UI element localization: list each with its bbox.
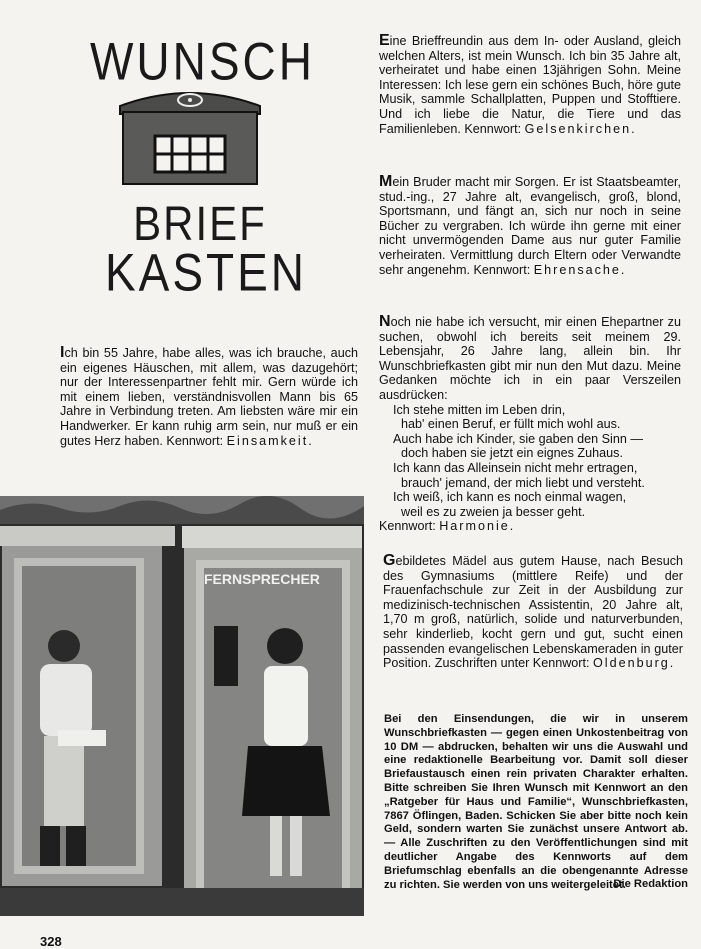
- drop-initial: N: [379, 313, 391, 330]
- poem-line: brauch' jemand, der mich liebt und versteht.: [401, 475, 645, 490]
- keyword: Einsamkeit.: [226, 433, 314, 448]
- poem-line: hab' einen Beruf, er füllt mich wohl aus.: [401, 417, 621, 432]
- poem-line: weil es zu zweien ja besser geht.: [401, 504, 586, 519]
- letter-ehrensache: [379, 175, 681, 277]
- booth-sign: FERNSPRECHER: [204, 571, 320, 587]
- letter-harmonie: [379, 315, 681, 534]
- title-kasten: KASTEN: [104, 242, 308, 302]
- letter-body: ine Brieffreundin aus dem In- oder Ausland, gleich welchen Alters, ist mein Wunsch. Ich bin 35 Jahre alt, verheiratet und habe einen 13jährigen Sohn. Meine Interessen: Ich lese gern ein schönes Buch, höre gute Musik, sammle Schallplatten, Puppen und Stofftiere. Und ich liebe die Natur, die Tiere und das Familienleben. Kennwort:: [379, 34, 681, 136]
- phone-booth-photo: [0, 496, 364, 916]
- letter-body: ein Bruder macht mir Sorgen. Er ist Staatsbeamter, stud.-ing., 27 Jahre alt, evangelisch, groß, blond, Sportsmann, und fängt an, sich nur noch in seine Bücher zu vergraben. Ich würde ihn gerne mit einer nicht unvermögenden Dame aus nur guter Familie verheiraten. Vermittlung durch Eltern oder Verwandte sehr angenehm. Kennwort:: [379, 175, 681, 277]
- editorial-notice: [384, 713, 688, 892]
- drop-initial: G: [383, 552, 396, 569]
- page-number: 328: [40, 934, 62, 949]
- drop-initial: I: [60, 344, 65, 361]
- wunschbriefkasten-logo: [90, 30, 330, 300]
- keyword: Harmonie.: [439, 519, 516, 534]
- mailbox-icon: [115, 86, 265, 186]
- poem-line: Ich kann das Alleinsein nicht mehr ertragen,: [393, 460, 638, 475]
- closing-label: Kennwort:: [379, 519, 436, 534]
- poem-line: doch haben sie jetzt ein eignes Zuhaus.: [401, 446, 623, 461]
- poem-line: Ich stehe mitten im Leben drin,: [393, 402, 566, 417]
- poem-line: Auch habe ich Kinder, sie gaben den Sinn —: [393, 431, 643, 446]
- letter-body: och nie habe ich versucht, mir einen Ehepartner zu suchen, obwohl ich bereits seit meinem 29. Lebensjahr, 26 Jahre lang, allein bin. Ihr Wunschbriefkasten gibt mir nun den Mut dazu. Meine Gedanken möchte ich in ein paar Verszeilen ausdrücken:: [379, 315, 681, 402]
- letter-oldenburg: [383, 554, 683, 671]
- drop-initial: M: [379, 173, 393, 190]
- keyword: Oldenburg.: [593, 656, 676, 671]
- letter-body: ebildetes Mädel aus gutem Hause, nach Besuch des Gymnasiums (mittlere Reife) und der Frauenfachschule zur Zeit in der Ausbildung zur medizinisch-technischen Assistentin, 20 Jahre alt, 1,70 m groß, natürlich, solide und naturverbunden, sehr kinderlieb, kocht gern und gut, sucht einen passenden evangelischen Lebenskameraden in guter Position. Zuschriften unter Kennwort:: [383, 554, 683, 671]
- drop-initial: E: [379, 32, 390, 49]
- poem: [393, 403, 681, 520]
- title-wunsch: WUNSCH: [90, 31, 315, 91]
- keyword: Ehrensache.: [533, 262, 627, 277]
- keyword: Gelsenkirchen.: [524, 121, 637, 136]
- letter-gelsenkirchen: [379, 34, 681, 136]
- photo-illustration: [0, 496, 364, 916]
- title-brief: BRIEF: [133, 196, 267, 251]
- letter-body: ch bin 55 Jahre, habe alles, was ich brauche, auch ein eigenes Häuschen, mit allem, was dazugehört; nur der Interessenpartner fehlt mir. Gern würde ich mit einem lieben, verständnisvollen Mann bis 65 Jahre in Verbindung treten. Am liebsten wäre mir ein Handwerker. Er kann ruhig arm sein, nur muß er ein gutes Herz haben. Kennwort:: [60, 346, 358, 448]
- poem-line: Ich weiß, ich kann es noch einmal wagen,: [393, 490, 627, 505]
- notice-body: Bei den Einsendungen, die wir in unserem Wunschbriefkasten — gegen einen Unkostenbeitrag von 10 DM — abdrucken, behalten wir uns die Auswahl und eine redaktionelle Bearbeitung vor. Damit soll dieser Briefaustausch einen rein privaten Charakter erhalten. Bitte schreiben Sie Ihren Wunsch mit Kennwort an den „Ratgeber für Haus und Familie“, Wunschbriefkasten, 7867 Öflingen, Baden. Schicken Sie aber bitte noch kein Geld, sondern warten Sie zunächst unsere Antwort ab. — Alle Zuschriften zu den Veröffentlichungen sind mit deutlicher Angabe des Kennworts auf dem Briefumschlag ebenfalls an die obengenannte Adresse zu richten. Sie werden von uns weitergeleitet.: [384, 713, 688, 891]
- letter-einsamkeit: [60, 346, 358, 448]
- signature: Die Redaktion: [613, 878, 688, 891]
